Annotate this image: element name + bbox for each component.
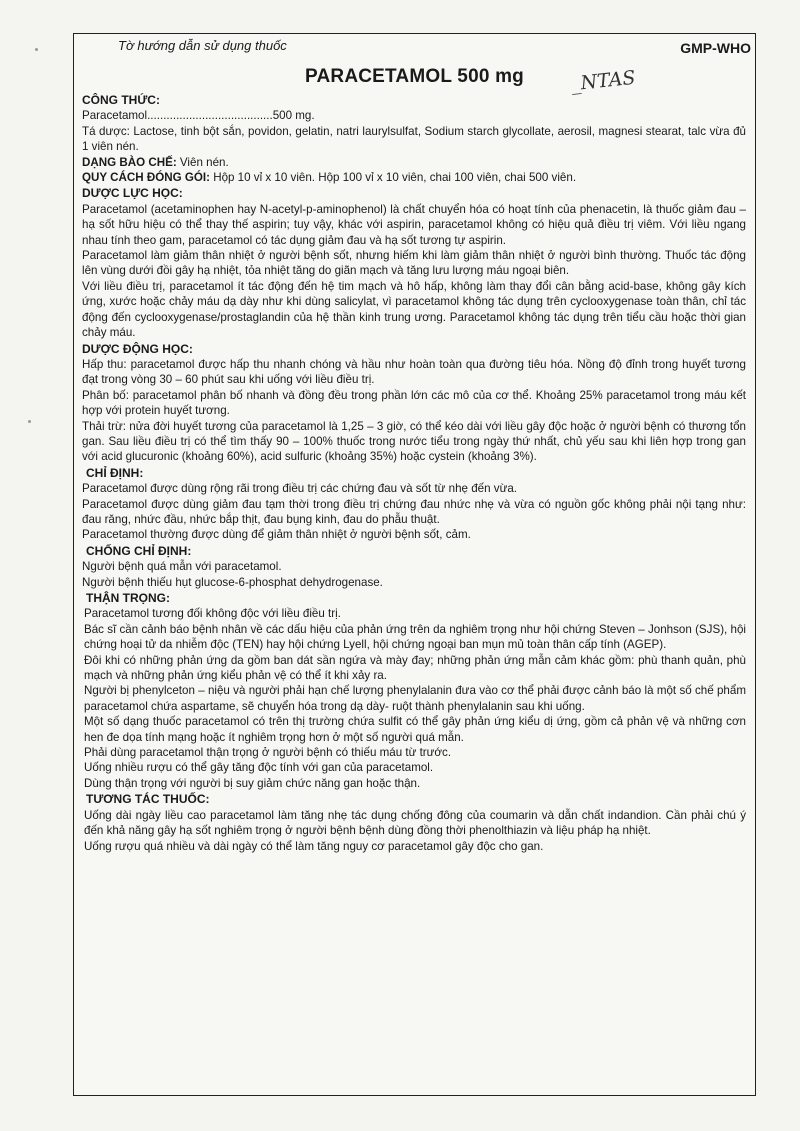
pharmacodynamics-paragraph: Paracetamol làm giảm thân nhiệt ở người bệnh sốt, nhưng hiếm khi làm giảm thân nhiệt ở người bình thường. Thuốc tác động lên vùng dưới đồi gây hạ nhiệt, tỏa nhiệt tăng do giãn mạch và tăng lưu lượng máu ngoại biên. (82, 249, 746, 278)
document-type-label: Tờ hướng dẫn sử dụng thuốc (118, 38, 287, 53)
pharmacokinetics-paragraph: Thải trừ: nửa đời huyết tương của paracetamol là 1,25 – 3 giờ, có thể kéo dài với liều gây độc hoặc ở người bệnh có thương tổn gan. Sau liều điều trị có thể tìm thấy 90 – 100% thuốc trong nước tiểu trong ngày thứ nhất, chủ yếu sau khi liên hợp trong gan với acid glucuronic (khoảng 60%), acid sulfuric (khoảng 35%) hoặc cystein (khoảng 3%). (82, 419, 746, 464)
precaution-paragraph: Bác sĩ cần cảnh báo bệnh nhân về các dấu hiệu của phản ứng trên da nghiêm trọng như hội chứng Steven – Jonhson (SJS), hội chứng hoại tử da nhiễm độc (TEN) hay hội chứng Lyell, hội chứng ngoại ban mụn mủ toàn thân cấp tính (AGEP). (84, 622, 746, 652)
dosage-form-row (82, 155, 746, 170)
section-heading-duoc-luc-hoc: DƯỢC LỰC HỌC: (82, 186, 183, 201)
document-body (82, 92, 746, 854)
section-heading-than-trong: THẬN TRỌNG: (86, 591, 170, 605)
section-heading-cong-thuc: CÔNG THỨC: (82, 93, 160, 107)
precaution-paragraph: Paracetamol tương đối không độc với liều điều trị. (84, 607, 341, 621)
precaution-paragraph: Uống nhiều rượu có thể gây tăng độc tính với gan của paracetamol. (84, 761, 434, 775)
precaution-paragraph: Một số dạng thuốc paracetamol có trên thị trường chứa sulfit có thể gây phản ứng kiểu dị ứng, gồm cả phản vệ và những cơn hen đe dọa tính mạng hoặc ít nghiêm trọng hơn ở một số người quá mẫn. (84, 715, 746, 744)
indication-paragraph: Paracetamol được dùng giảm đau tạm thời trong điều trị chứng đau nhức nhẹ và vừa có nguồn gốc không phải nội tạng như: đau răng, nhức đầu, nhức bắp thịt, đau bụng kinh, đau do phẫu thuật. (82, 497, 746, 526)
certification-label: GMP-WHO (680, 40, 751, 56)
pharmacodynamics-paragraph: Paracetamol (acetaminophen hay N-acetyl-p-aminophenol) là chất chuyển hóa có hoạt tính của phenacetin, là thuốc giảm đau – hạ sốt hữu hiệu có thể thay thế aspirin; tuy vậy, khác với aspirin, paracetamol không có hiệu quả điều trị viêm. Với liều ngang nhau tính theo gam, paracetamol có tác dụng giảm đau và hạ sốt tương tự aspirin. (82, 202, 746, 247)
pharmacodynamics-paragraph: Với liều điều trị, paracetamol ít tác động đến hệ tim mạch và hô hấp, không làm thay đổi cân bằng acid-base, không gây kích ứng, xước hoặc chảy máu dạ dày như khi dùng salicylat, vì paracetamol không tác dụng trên cyclooxygenase toàn thân, chỉ tác động đến cyclooxygenase/prostaglandin của hệ thần kinh trung ương. Paracetamol không tác dụng trên tiểu cầu hoặc thời gian chảy máu. (82, 279, 746, 340)
packaging-row (82, 170, 746, 185)
precaution-paragraph: Dùng thận trọng với người bị suy giảm chức năng gan hoặc thận. (84, 776, 421, 790)
section-heading-duoc-dong-hoc: DƯỢC ĐỘNG HỌC: (82, 341, 193, 356)
scan-speck (35, 48, 38, 51)
section-heading-chong-chi-dinh: CHỐNG CHỈ ĐỊNH: (86, 543, 192, 558)
indication-paragraph: Paracetamol được dùng rộng rãi trong điều trị các chứng đau và sốt từ nhẹ đến vừa. (82, 482, 518, 496)
dosage-form-text: Viên nén. (176, 155, 229, 169)
excipients-line: Tá dược: Lactose, tinh bột sắn, povidon, gelatin, natri laurylsulfat, Sodium starch glycollate, aerosil, magnesi stearat, talc vừa đủ 1 viên nén. (82, 124, 746, 154)
formula-line: Paracetamol.......................................500 mg. (82, 109, 315, 123)
contraindication-paragraph: Người bệnh thiếu hụt glucose-6-phosphat dehydrogenase. (82, 575, 383, 589)
pharmacokinetics-paragraph: Hấp thu: paracetamol được hấp thu nhanh chóng và hầu như hoàn toàn qua đường tiêu hóa. Nồng độ đỉnh trong huyết tương đạt trong vòng 30 – 60 phút sau khi uống với liều điều trị. (82, 357, 746, 387)
indication-paragraph: Paracetamol thường được dùng để giảm thân nhiệt ở người bệnh sốt, cảm. (82, 528, 471, 542)
pharmacokinetics-paragraph: Phân bố: paracetamol phân bố nhanh và đồng đều trong phần lớn các mô của cơ thể. Khoảng 25% paracetamol trong máu kết hợp với protein huyết tương. (82, 388, 746, 418)
interaction-paragraph: Uống rượu quá nhiều và dài ngày có thể làm tăng nguy cơ paracetamol gây độc cho gan. (84, 839, 544, 853)
packaging-text: Hộp 10 vỉ x 10 viên. Hộp 100 vỉ x 10 viên, chai 100 viên, chai 500 viên. (209, 171, 577, 185)
interaction-paragraph: Uống dài ngày liều cao paracetamol làm tăng nhẹ tác dụng chống đông của coumarin và dẫn chất indandion. Cần phải chú ý đến khả năng gây hạ sốt nghiêm trọng ở người bệnh bệnh dùng đồng thời phenolthiazin và liệu pháp hạ nhiệt. (84, 808, 746, 838)
document-frame (73, 33, 756, 1096)
section-heading-dang-bao-che: DẠNG BÀO CHẾ: (82, 155, 177, 169)
handwritten-signature: _NTAS (570, 66, 637, 96)
scan-speck (28, 420, 31, 423)
precaution-paragraph: Người bị phenylceton – niệu và người phải hạn chế lượng phenylalanin đưa vào cơ thể phải được cảnh báo là một số chế phẩm paracetamol chứa aspartame, sẽ chuyển hóa trong dạ dày- ruột thành phenylalanin sau khi uống. (84, 684, 746, 713)
section-heading-chi-dinh: CHỈ ĐỊNH: (86, 465, 144, 480)
section-heading-tuong-tac: TƯƠNG TÁC THUỐC: (86, 792, 210, 807)
page-title: PARACETAMOL 500 mg (305, 66, 524, 87)
contraindication-paragraph: Người bệnh quá mẫn với paracetamol. (82, 560, 282, 574)
precaution-paragraph: Phải dùng paracetamol thận trọng ở người bệnh có thiếu máu từ trước. (84, 746, 452, 760)
section-heading-quy-cach: QUY CÁCH ĐÓNG GÓI: (82, 171, 210, 185)
precaution-paragraph: Đôi khi có những phản ứng da gồm ban dát sần ngứa và mày đay; những phản ứng mẫn cảm khác gồm: phù thanh quản, phù mạch và những phản ứng kiểu phản vệ có thể ít khi xảy ra. (84, 653, 746, 683)
